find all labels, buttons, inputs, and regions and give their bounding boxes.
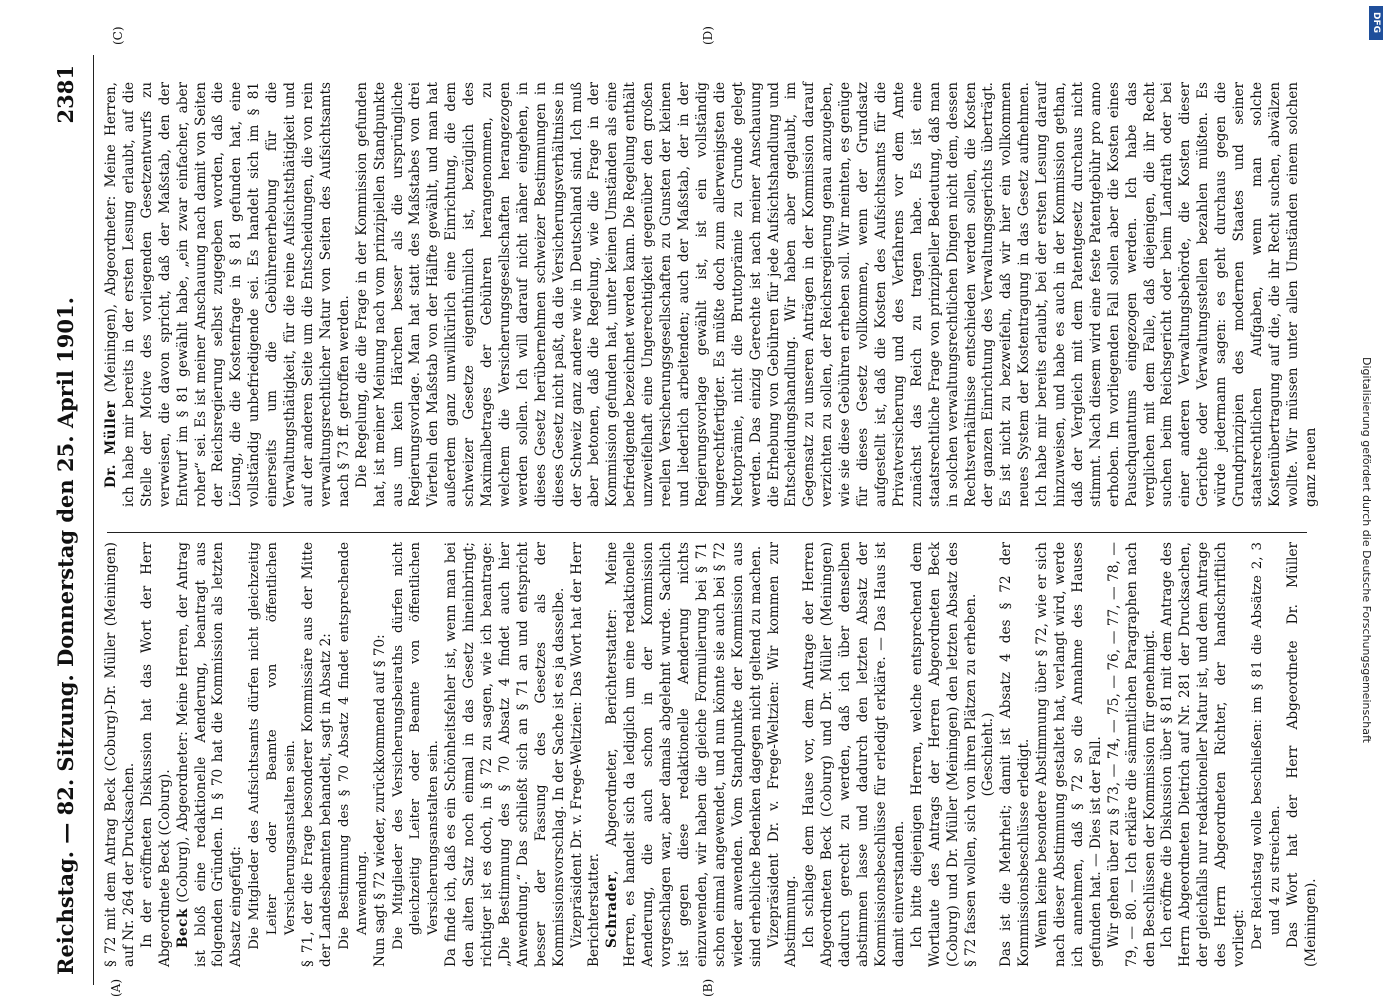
paragraph	[569, 542, 605, 967]
margin-marker-c: (C)	[111, 26, 125, 45]
paragraph	[1106, 542, 1160, 967]
paragraph-text: In der eröffneten Diskussion hat das Wort der Herr Abgeordnete Beck (Coburg).	[138, 542, 173, 967]
paragraph	[766, 542, 802, 967]
paragraph	[443, 542, 568, 967]
column-divider	[107, 532, 1307, 533]
paragraph	[336, 542, 372, 950]
paragraph	[998, 542, 1034, 967]
paragraph	[909, 542, 981, 967]
paragraph	[1034, 542, 1106, 967]
paragraph	[1285, 542, 1321, 967]
paragraph-text: § 72 mit dem Antrag Beck (Coburg)-Dr. Müller (Meiningen) auf Nr. 264 der Drucksachen.	[103, 542, 137, 967]
paragraph	[1159, 542, 1249, 967]
speaker-name: Dr. Müller	[103, 400, 119, 488]
paragraph	[103, 82, 354, 507]
paragraph-text: Vizepräsident Dr. v. Frege-Weltzien: Wir kommen zur Abstimmung.	[765, 542, 800, 967]
paragraph-text: Ich schlage dem Hause vor, dem Antrage der Herren Abgeordneten Beck (Coburg) und Dr. Müller (Meiningen) dadurch gerecht zu werden, daß ich über denselben abstimmen lasse und dadurch den letzten Absatz der Kommissionsbeschlüsse für erledigt erkläre. — Das Haus ist damit einverstanden.	[801, 542, 907, 967]
margin-marker-b: (B)	[701, 978, 715, 997]
paragraph-text: (Coburg), Abgeordneter: Meine Herren, der Antrag ist bloß eine redaktionelle Aenderung, beantragt aus folgenden Gründen. In § 70 hat die Kommission als letzten Absatz eingefügt:	[174, 542, 245, 967]
paragraph-text: Der Reichstag wolle beschließen: im § 81 die Absätze 2, 3 und 4 zu streichen.	[1250, 542, 1283, 950]
paragraph-text: (Meiningen), Abgeordneter: Meine Herren, ich habe mir bereits in der ersten Lesung erlaubt, auf die Stelle der Motive des vorliegenden Gesetzentwurfs zu verweisen, die davon spricht, daß der Maßstab, den der Entwurf im § 81 gewählt habe, „ein zwar einfacher, aber roher“ sei. Es ist meiner Anschauung nach damit von Seiten der Reichsregierung selbst zugegeben worden, daß die Lösung, die die Kostenfrage in § 81 gefunden hat, eine vollständig unbefriedigende sei. Es handelt sich im § 81 einerseits um die Gebührenerhebung für die Verwaltungsthätigkeit, für die reine Aufsichtsthätigkeit und auf der anderen Seite um die Entscheidungen, die von rein verwaltungsrechtlicher Natur von Seiten des Aufsichtsamts nach § 73 ff. getroffen werden.	[103, 82, 352, 507]
paragraph-text: Die Bestimmung des § 70 Absatz 4 findet entsprechende Anwendung.	[336, 542, 370, 950]
paragraph	[801, 542, 908, 967]
paragraph-text: Da finde ich, daß es ein Schönheitsfehler ist, wenn man bei den alten Satz noch einmal in das Gesetz hineinbringt; richtiger ist es doch, in § 72 zu sagen, wie ich beantrage: „Die Bestimmung des § 70 Absatz 4 findet auch hier Anwendung.“ Das schließt sich an § 71 an und entspricht besser der Fassung des Gesetzes als der Kommissionsvorschlag. In der Sache ist es ja dasselbe.	[443, 542, 567, 967]
paragraph-text: § 71, der die Frage besonderer Kommissäre aus der Mitte der Landesbeamten behandelt, sagt in Absatz 2:	[299, 542, 334, 967]
page-header	[41, 55, 91, 985]
paragraph	[354, 82, 1321, 507]
paragraph	[300, 542, 336, 967]
digitization-note: Digitalisierung gefördert durch die Deutsche Forschungsgemeinschaft	[1360, 357, 1373, 743]
speaker-name: Beck	[174, 908, 191, 948]
paragraph-text: Ich bitte diejenigen Herren, welche entsprechend dem Wortlaute des Antrags der Herren Abgeordneten Beck (Coburg) und Dr. Müller (Meiningen) den letzten Absatz des § 72 fassen wollen, sich von ihren Plätzen zu erheben.	[908, 542, 979, 967]
running-head: Reichstag. — 82. Sitzung. Donnerstag den 25. April 1901.	[53, 297, 78, 975]
paragraph	[246, 542, 300, 950]
paragraph-text: (Geschieht.)	[980, 712, 997, 797]
paragraph	[175, 542, 247, 967]
paragraph-text: Das Wort hat der Herr Abgeordnete Dr. Müller (Meiningen).	[1284, 542, 1319, 967]
header-rule	[93, 55, 94, 985]
left-column	[103, 542, 1321, 967]
paragraph-text: Vizepräsident Dr. v. Frege-Weltzien: Das Wort hat der Herr Berichterstatter.	[568, 542, 603, 967]
paragraph	[372, 542, 390, 967]
margin-marker-a: (A)	[109, 978, 123, 997]
paragraph	[103, 542, 139, 967]
paragraph	[604, 542, 765, 967]
paragraph-text: Ich eröffne die Diskussion über § 81 mit dem Antrage des Herrn Abgeordneten Dietrich auf Nr. 281 der Drucksachen, der gleichfalls nur redaktioneller Natur ist, und dem Antrage des Herrn Abgeordneten Richter, der handschriftlich vorliegt:	[1159, 542, 1248, 967]
margin-marker-d: (D)	[701, 26, 715, 45]
speaker-name: Schrader	[604, 874, 621, 948]
paragraph-text: Wenn keine besondere Abstimmung über § 72, wie er sich nach dieser Abstimmung gestaltet hat, verlangt wird, werde ich annehmen, daß § 72 so die Annahme des Hauses gefunden hat. — Dies ist der Fall.	[1034, 542, 1104, 967]
page-number: 2381	[53, 65, 78, 124]
paragraph-text: Die Mitglieder des Aufsichtsamts dürfen nicht gleichzeitig Leiter oder Beamte von öffentlichen Versicherungsanstalten sein.	[247, 542, 299, 950]
paragraph-text: , Abgeordneter, Berichterstatter: Meine Herren, es handelt sich da lediglich um eine redaktionelle Aenderung, die auch schon in der Kommission vorgeschlagen war, aber damals abgelehnt wurde. Sachlich ist gegen diese redaktionelle Aenderung nichts einzuwenden, wir haben die gleiche Formulierung bei § 71 schon einmal angewendet, und nun könnte sie auch bei § 72 wieder anwenden. Vom Standpunkte der Kommission aus sind erhebliche Bedenken dagegen nicht geltend zu machen.	[604, 542, 764, 967]
dfg-logo: DFG	[1369, 6, 1383, 40]
paragraph	[139, 542, 175, 967]
paragraph-text: Nun sagt § 72 wieder, zurückkommend auf § 70:	[371, 634, 388, 967]
paragraph	[980, 542, 998, 967]
rotated-page	[41, 26, 1341, 997]
paragraph	[390, 542, 444, 950]
paragraph-text: Wir gehen über zu § 73, — 74, — 75, — 76, — 77, — 78, — 79, — 80. — Ich erkläre die sämmtlichen Paragraphen nach den Beschlüssen der Kommission für genehmigt.	[1105, 542, 1158, 967]
paragraph	[1249, 542, 1285, 950]
paragraph-text: Das ist die Mehrheit; damit ist Absatz 4 des § 72 der Kommissionsbeschlüsse erledigt.	[998, 542, 1033, 967]
right-column	[103, 82, 1321, 507]
paragraph-text: Die Mitglieder des Versicherungsbeiraths dürfen nicht gleichzeitig Leiter oder Beamte von öffentlichen Versicherungsanstalten sein.	[390, 542, 442, 950]
paragraph-text: Die Regelung, die die Frage in der Kommission gefunden hat, ist meiner Meinung nach vom prinzipiellen Standpunkte aus um kein Härchen besser als die ursprüngliche Regierungsvorlage. Man hat statt des Maßstabes von drei Vierteln den Maßstab von der Hälfte gewählt, und man hat außerdem ganz unwillkürlich eine Einrichtung, die dem schweizer Gesetze eigenthümlich ist, bezüglich des Maximalbetrages der Gebühren herangenommen, zu welchem die Versicherungsgesellschaften herangezogen werden sollen. Ich will darauf nicht näher eingehen, in dieses Gesetz herübernehmen schweizer Bestimmungen in dieses Gesetz nicht paßt, da die Versicherungsverhältnisse in der Schweiz ganz andere wie in Deutschland sind. Ich muß aber betonen, daß die Regelung, wie die Frage in der Kommission gefunden hat, unter keinen Umständen als eine befriedigende bezeichnet werden kann. Die Regelung enthält unzweifelhaft eine Ungerechtigkeit gegenüber den großen reellen Versicherungsgesellschaften zu Gunsten der kleinen und liederlich arbeitenden; auch der Maßstab, der in der Regierungsvorlage gewählt ist, ist ein vollständig ungerechtfertigter. Es müßte doch zum allerwenigsten die Nettoprämie, nicht die Bruttoprämie zu Grunde gelegt werden. Das einzig Gerechte ist nach meiner Anschauung die Erhebung von Gebühren für jede Aufsichtshandlung und Entscheidungshandlung. Wir haben aber geglaubt, im Gegensatz zu unseren Anträgen in der Kommission darauf verzichten zu sollen, der Reichsregierung genau anzugeben, wie sie diese Gebühren erheben soll. Wir meinten, es genüge für dieses Gesetz vollkommen, wenn der Grundsatz aufgestellt ist, daß die Kosten des Aufsichtsamts für die Privatversicherung und des Verfahrens vor dem Amte zunächst das Reich zu tragen habe. Es ist eine staatsrechtliche Frage von prinzipieller Bedeutung, daß man in solchen verwaltungsrechtlichen Dingen nicht dem, dessen Rechtsverhältnisse entschieden werden sollen, die Kosten der ganzen Einrichtung des Verwaltungsgerichts überträgt. Es ist nicht zu bezweifeln, daß wir hier ein vollkommen neues System der Kostentragung in das Gesetz aufnehmen. Ich habe mir bereits erlaubt, bei der ersten Lesung darauf hinzuweisen, und habe es auch in der Kommission gethan, daß der Vergleich mit dem Patentgesetz durchaus nicht stimmt. Nach diesem wird eine feste Patentgebühr pro anno erhoben. Im vorliegenden Fall sollen aber die Kosten eines Pauschquantums eingezogen werden. Ich habe das verglichen mit dem Falle, daß diejenigen, die ihr Recht suchen beim Reichsgericht oder beim Landrath oder bei einer anderen Verwaltungsbehörde, die Kosten dieser Gerichte oder Verwaltungsstellen bezahlen müßten. Es würde jedermann sagen: es geht durchaus gegen die Grundprinzipien des modernen Staates und seiner staatsrechtlichen Aufgaben, wenn man solche Kostenübertragung auf die, die ihr Recht suchen, abwälzen wollte. Wir müssen unter allen Umständen einem solchen ganz neuen	[353, 82, 1319, 507]
